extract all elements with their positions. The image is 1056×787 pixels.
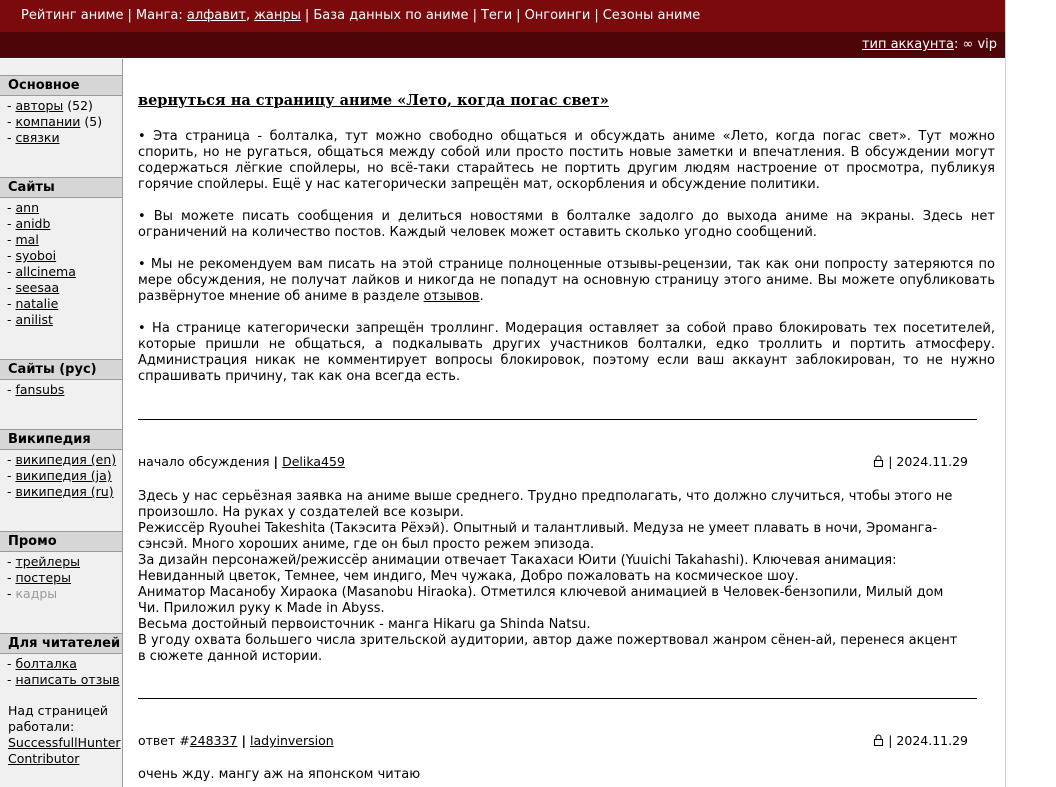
nav-rating-link[interactable]: Рейтинг аниме	[21, 8, 124, 23]
post-author-link[interactable]: Delika459	[282, 454, 345, 469]
sidebar-item	[7, 216, 122, 232]
sidebar-heading: Для читателей	[0, 633, 122, 654]
rule-paragraph: • Эта страница - болталка, тут можно свободно общаться и обсуждать аниме «Лето, когда погас свет». Тут можно спорить, но не ругаться, общаться между собой или просто постить новые заметки и впечатления. В обсуждении могут содержаться лёгкие спойлеры, но всё-таки старайтесь не портить другим людям настроение от просмотра, публикуя горячие спойлеры. Ещё у нас категорически запрещён мат, оскорбления и обсуждение политики.	[138, 129, 995, 192]
post-paragraph: Аниматор Масанобу Хираока (Masanobu Hiraoka). Отметился ключевой анимацией в Человек-бензопили, Милый дом Чи. Приложил руку к Made in Abyss.	[138, 585, 944, 616]
sidebar-section-main	[0, 75, 122, 146]
sidebar-item	[7, 98, 122, 114]
nav-ongoing-link[interactable]: Онгоинги	[524, 8, 591, 23]
nav-separator: |	[472, 8, 477, 23]
post-paragraph: За дизайн персонажей/режиссёр анимации отвечает Такахаси Юити (Yuuichi Takahashi). Ключевая анимация: Невиданный цветок, Темнее, чем индиго, Меч чужака, Добро пожаловать на космическое шоу.	[138, 553, 897, 584]
sidebar-item	[7, 280, 122, 296]
top-navigation	[0, 0, 1005, 32]
nav-manga-label: Манга:	[135, 8, 183, 23]
sidebar-heading: Википедия	[0, 429, 122, 450]
reviews-link[interactable]: отзывов	[423, 289, 480, 304]
sidebar-heading: Сайты (рус)	[0, 359, 122, 380]
page-contributors	[8, 703, 120, 767]
post-paragraph: Весьма достойный первоисточник - манга Hikaru ga Shinda Natsu.	[138, 617, 591, 632]
lock-icon[interactable]	[873, 455, 884, 467]
nav-seasons-link[interactable]: Сезоны аниме	[602, 8, 701, 23]
nav-separator: |	[127, 8, 132, 23]
sidebar-item	[7, 554, 122, 570]
lock-icon[interactable]	[873, 734, 884, 746]
write-review-link[interactable]: написать отзыв	[15, 672, 120, 687]
sidebar-item	[7, 296, 122, 312]
site-allcinema-link[interactable]: allcinema	[15, 264, 76, 279]
companies-link[interactable]: компании	[15, 114, 81, 129]
sidebar	[0, 59, 123, 787]
site-anilist-link[interactable]: anilist	[15, 312, 53, 327]
sidebar-item	[7, 232, 122, 248]
divider	[138, 419, 977, 420]
nav-database-link[interactable]: База данных по аниме	[313, 8, 469, 23]
account-type-value: : ∞ vip	[953, 37, 997, 52]
post-author-link[interactable]: ladyinversion	[250, 733, 334, 748]
back-to-anime-link[interactable]: вернуться на страницу аниме «Лето, когда погас свет»	[138, 92, 609, 109]
sidebar-item	[7, 570, 122, 586]
post-header-separator: |	[241, 733, 247, 748]
sidebar-item	[7, 312, 122, 328]
authors-count: (52)	[67, 98, 93, 113]
site-ann-link[interactable]: ann	[15, 200, 39, 215]
sidebar-item	[7, 656, 122, 672]
wiki-ja-link[interactable]: википедия (ja)	[15, 468, 112, 483]
trailers-link[interactable]: трейлеры	[15, 554, 80, 569]
site-syoboi-link[interactable]: syoboi	[15, 248, 57, 263]
post-body	[138, 767, 968, 783]
rule-paragraph	[138, 257, 995, 305]
sidebar-section-wiki	[0, 429, 122, 500]
rule-paragraph: • На странице категорически запрещён троллинг. Модерация оставляет за собой право блокировать тех посетителей, которые пришли не общаться, а подкалывать других участников болталки, едко троллить и портить атмосферу. Администрация никак не комментирует вопросы блокировок, поэтому если ваш аккаунт заблокирован, то не нужно спрашивать причину, так как она всегда есть.	[138, 321, 995, 384]
reply-ref-link[interactable]: 248337	[189, 733, 238, 748]
post-meta	[873, 454, 968, 470]
site-mal-link[interactable]: mal	[15, 232, 39, 247]
divider	[138, 698, 977, 699]
sidebar-item	[7, 114, 122, 130]
post-kind: ответ #	[138, 733, 190, 748]
post-date: | 2024.11.29	[888, 733, 968, 748]
wiki-en-link[interactable]: википедия (en)	[15, 452, 117, 467]
chat-link[interactable]: болталка	[15, 656, 77, 671]
sidebar-list	[0, 654, 122, 688]
post-paragraph: Режиссёр Ryouhei Takeshita (Такэсита Рёхэй). Опытный и талантливый. Медуза не умеет плавать в ночи, Эроманга-сэнсэй. Много хороших аниме, где он был просто режем эпизода.	[138, 521, 938, 552]
sidebar-heading: Сайты	[0, 177, 122, 198]
frames-label: кадры	[15, 586, 58, 601]
account-bar	[0, 32, 1005, 58]
site-seesaa-link[interactable]: seesaa	[15, 280, 60, 295]
sidebar-list	[0, 380, 122, 398]
sidebar-item	[7, 586, 122, 602]
relations-link[interactable]: связки	[15, 130, 60, 145]
post-paragraph: В угоду охвата большего числа зрительской аудитории, автор даже пожертвовал жанром сёнен-ай, перенеся акцент в сюжете данной истории.	[138, 633, 958, 664]
nav-separator: |	[594, 8, 599, 23]
sidebar-heading: Основное	[0, 75, 122, 96]
sidebar-item	[7, 200, 122, 216]
post-paragraph: Здесь у нас серьёзная заявка на аниме выше среднего. Трудно предполагать, что должно случиться, чтобы этого не произошло. На руках у создателей все козыри.	[138, 489, 953, 520]
sidebar-list	[0, 552, 122, 602]
sidebar-item	[7, 248, 122, 264]
posters-link[interactable]: постеры	[15, 570, 71, 585]
companies-count: (5)	[84, 114, 103, 129]
sidebar-item	[7, 130, 122, 146]
account-type-link[interactable]: тип аккаунта	[861, 37, 954, 52]
contributor-link[interactable]: Contributor	[8, 751, 80, 766]
sidebar-section-promo	[0, 531, 122, 602]
site-anidb-link[interactable]: anidb	[15, 216, 51, 231]
nav-tags-link[interactable]: Теги	[480, 8, 513, 23]
post-paragraph: очень жду. мангу аж на японском читаю	[138, 767, 421, 782]
nav-genres-link[interactable]: жанры	[254, 8, 301, 23]
post-header-separator: |	[273, 454, 279, 469]
post-date: | 2024.11.29	[888, 454, 968, 469]
sidebar-item	[7, 382, 122, 398]
site-fansubs-link[interactable]: fansubs	[15, 382, 65, 397]
sidebar-item	[7, 452, 122, 468]
post-header	[138, 733, 968, 749]
sidebar-section-readers	[0, 633, 122, 688]
post-body	[138, 489, 968, 665]
post-meta	[873, 733, 968, 749]
wiki-ru-link[interactable]: википедия (ru)	[15, 484, 114, 499]
nav-separator: |	[304, 8, 310, 23]
nav-alphabet-link[interactable]: алфавит	[186, 8, 246, 23]
contributors-label: Над страницей работали:	[8, 703, 109, 734]
sidebar-item	[7, 468, 122, 484]
sidebar-item	[7, 484, 122, 500]
nav-separator: |	[516, 8, 521, 23]
sidebar-list	[0, 96, 122, 146]
post-header	[138, 454, 968, 470]
post-kind: начало обсуждения	[138, 454, 270, 469]
sidebar-section-sites	[0, 177, 122, 328]
rule-period: .	[479, 289, 484, 304]
sidebar-list	[0, 450, 122, 500]
contributor-link[interactable]: SuccessfullHunter	[8, 735, 121, 750]
sidebar-item	[7, 672, 122, 688]
chat-rules	[138, 129, 995, 401]
rule-text: • Мы не рекомендуем вам писать на этой странице полноценные отзывы-рецензии, так как они попросту затеряются по мере обсуждения, не получат лайков и никогда не попадут на основную страницу этого аниме. Вы можете опубликовать развёрнутое мнение об аниме в разделе	[138, 257, 995, 304]
sidebar-list	[0, 198, 122, 328]
sidebar-heading: Промо	[0, 531, 122, 552]
rule-paragraph: • Вы можете писать сообщения и делиться новостями в болталке задолго до выхода аниме на экраны. Здесь нет ограничений на количество постов. Каждый человек может оставить сколько угодно сообщений.	[138, 209, 995, 240]
nav-comma: ,	[245, 8, 251, 23]
sidebar-item	[7, 264, 122, 280]
sidebar-section-sites-ru	[0, 359, 122, 398]
site-natalie-link[interactable]: natalie	[15, 296, 59, 311]
authors-link[interactable]: авторы	[15, 98, 64, 113]
